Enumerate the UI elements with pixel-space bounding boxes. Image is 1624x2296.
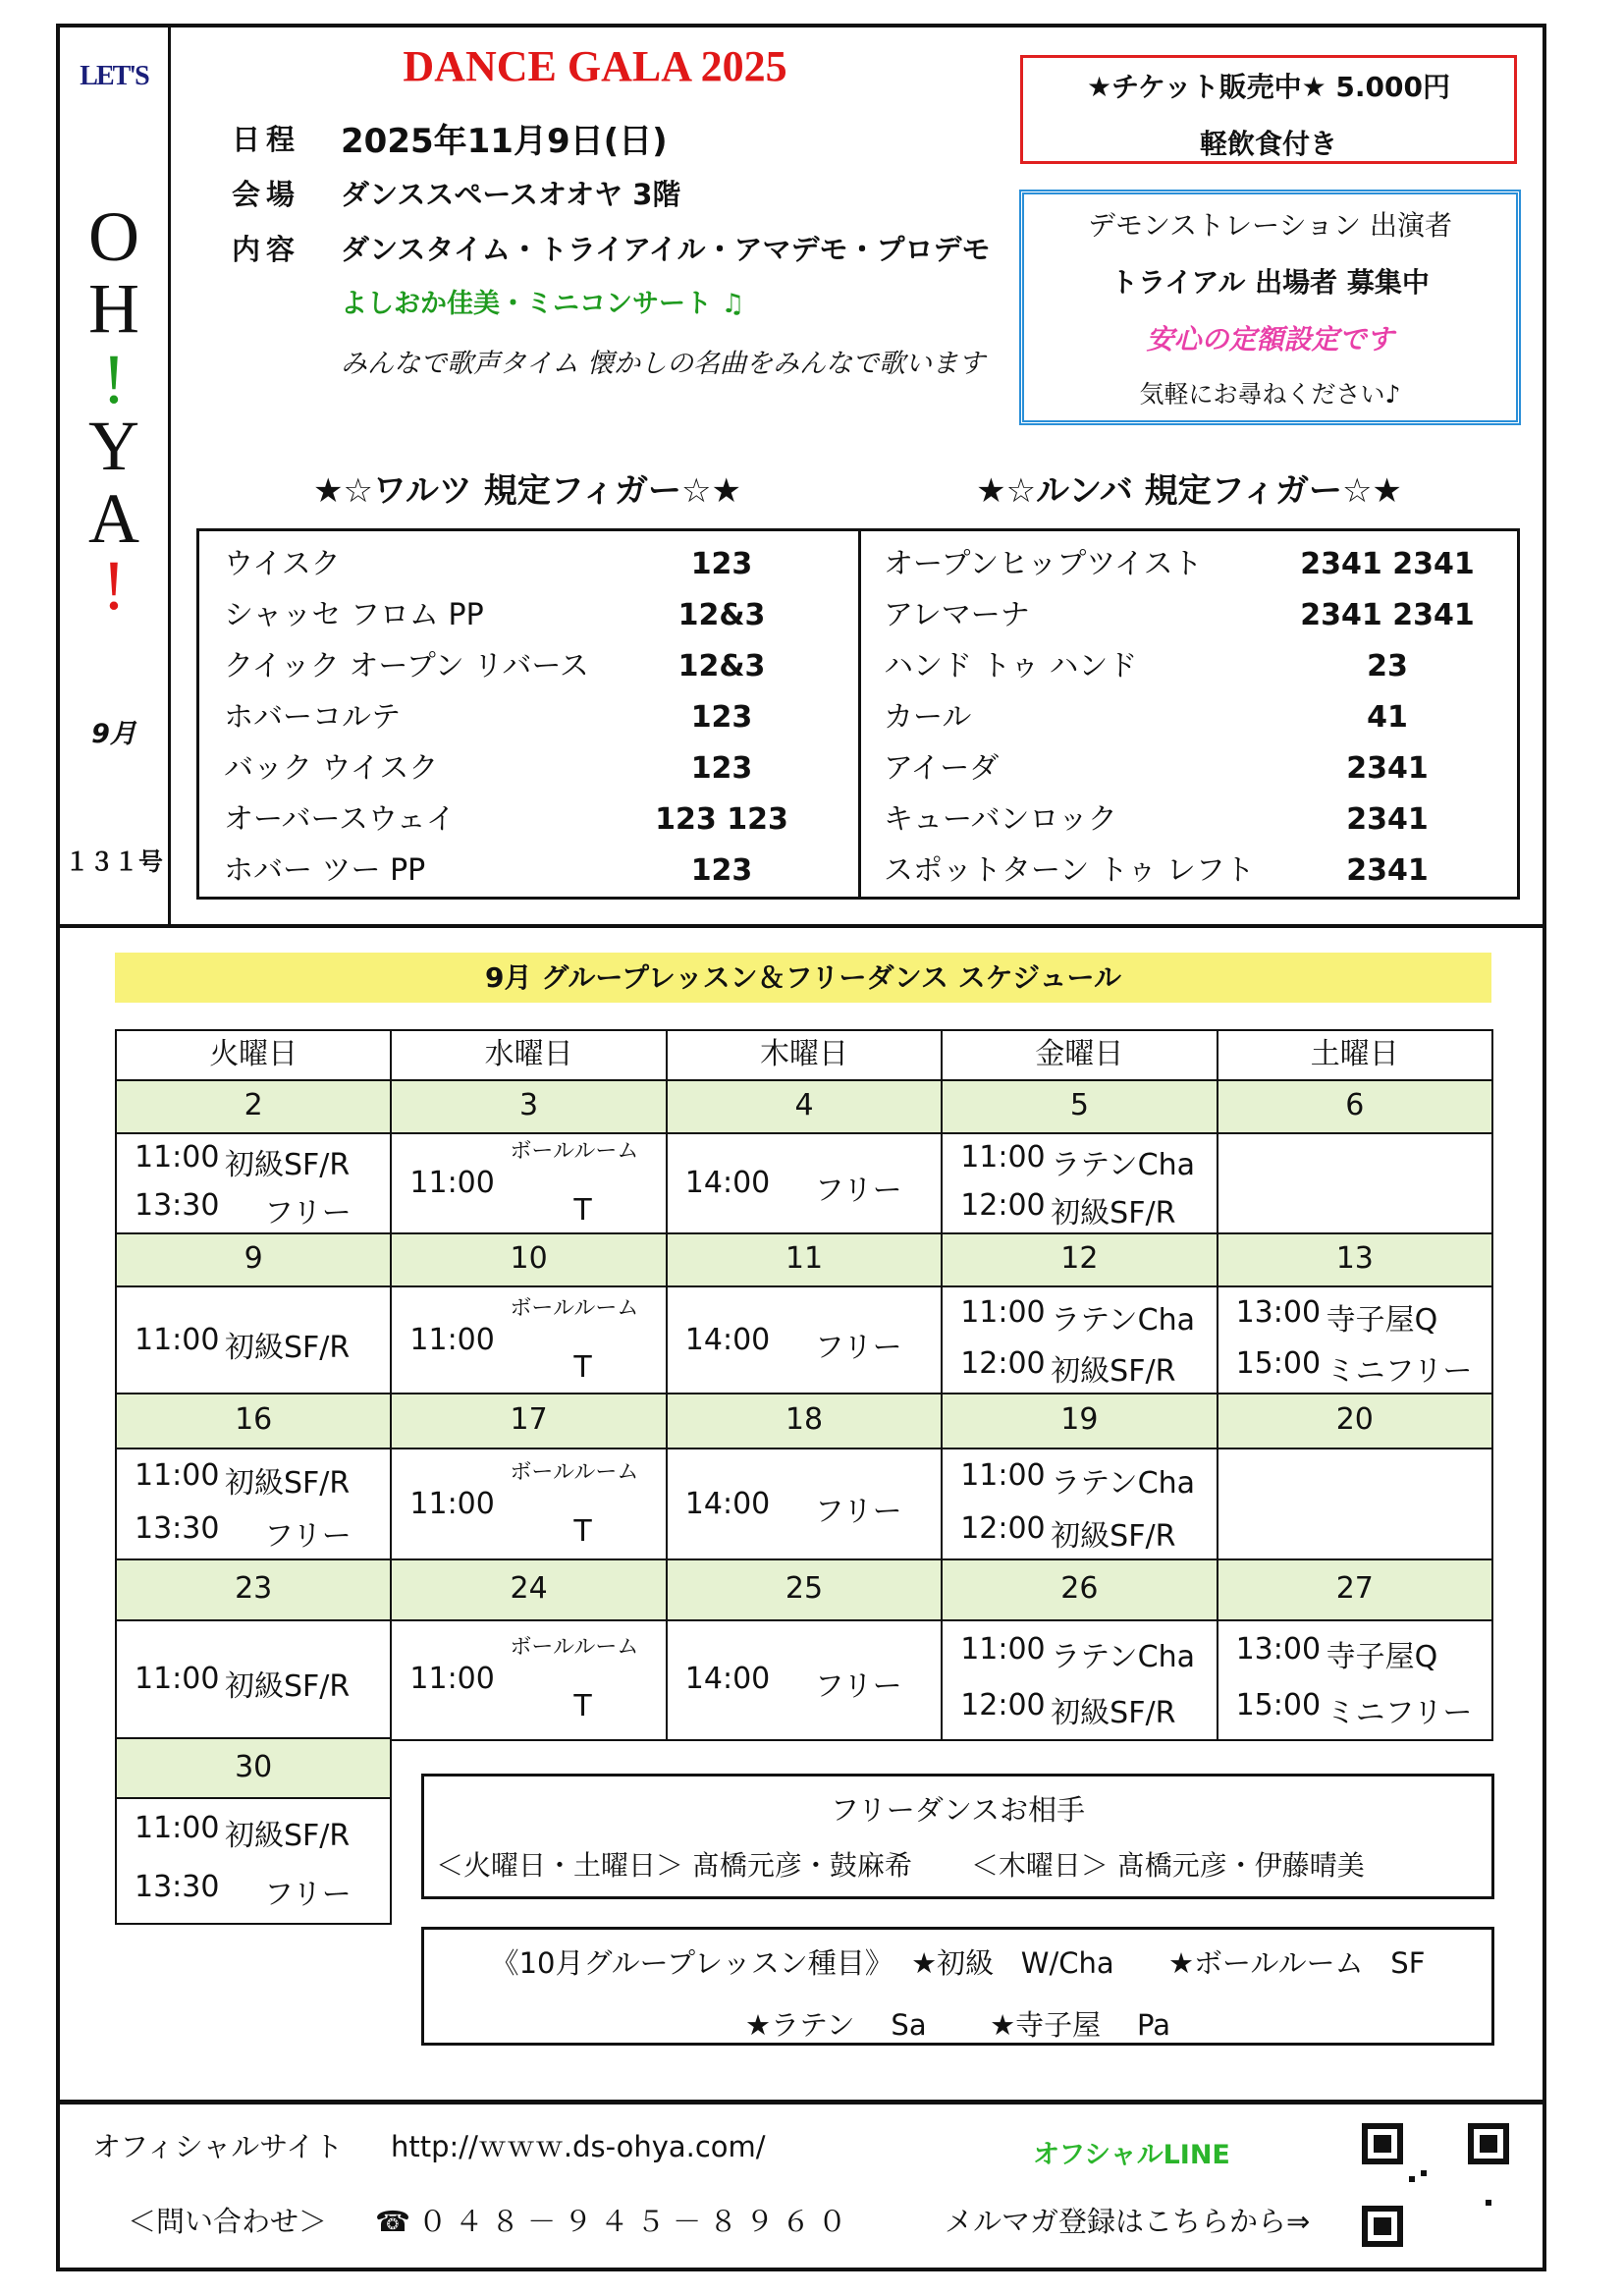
lesson-code: T [573, 1513, 592, 1549]
october-box [421, 1927, 1494, 2046]
date-cell: 13 [1217, 1232, 1493, 1287]
date-cell: 3 [390, 1079, 667, 1134]
rumba-heading: ★☆ルンバ 規定フィガー☆★ [976, 471, 1402, 511]
lesson-name: 初級SF/R [225, 1669, 351, 1704]
lets-label: LET'S [80, 61, 148, 91]
figure-count: 23 [1367, 649, 1408, 683]
figure-name: アレマーナ [884, 598, 1030, 632]
date-cell: 16 [115, 1393, 392, 1449]
issue-number: １３１号 [64, 847, 163, 876]
qr-code-image [1362, 2122, 1509, 2248]
concert-text: よしおか佳美・ミニコンサート ♫ [341, 289, 745, 319]
lesson-time: 14:00 [684, 1486, 771, 1521]
lesson-time: 12:00 [960, 1187, 1046, 1223]
ohya-letter: ! [102, 340, 126, 418]
lesson-name: 初級SF/R [1051, 1195, 1176, 1230]
figure-count: 12&3 [677, 649, 766, 683]
partners-tue-sat: ＜火曜日・土曜日＞ 髙橋元彦・鼓麻希 [436, 1849, 912, 1882]
figure-count: 12&3 [677, 598, 766, 632]
lesson-name: 初級SF/R [225, 1148, 351, 1182]
date-cell: 5 [941, 1079, 1218, 1134]
lesson-time: 11:00 [409, 1486, 495, 1521]
figure-count: 123 [690, 853, 753, 888]
lesson-time: 11:00 [960, 1294, 1046, 1330]
qr-code[interactable] [1362, 2122, 1509, 2248]
date-cell: 20 [1217, 1393, 1493, 1449]
lesson-name: ミニフリー [1326, 1695, 1473, 1730]
qr-module [1486, 2200, 1491, 2206]
lesson-name: 寺子屋Q [1326, 1639, 1438, 1674]
date-cell: 18 [666, 1393, 943, 1449]
figure-count: 2341 [1346, 802, 1429, 837]
lesson-name: 初級SF/R [1051, 1695, 1176, 1730]
date-cell: 24 [390, 1558, 667, 1621]
lesson-name: フリー [264, 1195, 352, 1230]
ohya-letter: H [88, 269, 139, 348]
site-label: オフィシャルサイト [92, 2130, 344, 2163]
october-line1: 《10月グループレッスン種目》 ★初級 W/Cha ★ボールルーム SF [490, 1946, 1426, 1980]
date-cell: 19 [941, 1393, 1218, 1449]
lesson-name: フリー [264, 1518, 352, 1554]
lesson-name: 寺子屋Q [1326, 1302, 1438, 1338]
schedule-cell [941, 1285, 1218, 1396]
demo-line1: デモンストレーション 出演者 [1088, 209, 1452, 242]
lesson-time: 15:00 [1235, 1345, 1322, 1381]
figure-count: 2341 2341 [1300, 547, 1475, 581]
lesson-name: 初級SF/R [225, 1819, 351, 1853]
figure-name: ホバーコルテ [224, 700, 401, 735]
sing-text: みんなで歌声タイム 懐かしの名曲をみんなで歌います [341, 349, 986, 379]
schedule-cell [115, 1132, 392, 1236]
lesson-name: ボールルーム [510, 1635, 639, 1660]
figure-name: キューバンロック [884, 802, 1117, 837]
schedule-cell [941, 1619, 1218, 1741]
lesson-code: T [573, 1193, 592, 1228]
schedule-cell [115, 1619, 392, 1741]
date-cell: 30 [115, 1737, 392, 1799]
line-label: オフシャルLINE [1033, 2140, 1230, 2170]
figure-count: 123 [690, 751, 753, 786]
lesson-name: フリー [814, 1330, 902, 1365]
schedule-cell [115, 1448, 392, 1562]
footer-divider [56, 2100, 1546, 2105]
lesson-name: 初級SF/R [225, 1330, 351, 1365]
lesson-name: ミニフリー [1326, 1353, 1473, 1389]
date-cell: 2 [115, 1079, 392, 1134]
date-cell: 26 [941, 1558, 1218, 1621]
date-cell: 17 [390, 1393, 667, 1449]
date-cell: 11 [666, 1232, 943, 1287]
lesson-name: フリー [814, 1174, 902, 1208]
lesson-time: 11:00 [409, 1662, 495, 1696]
lesson-name: ラテンCha [1051, 1465, 1196, 1501]
lesson-time: 13:00 [1235, 1631, 1322, 1667]
schedule-cell [115, 1285, 392, 1396]
figure-table-divider [858, 528, 861, 900]
ticket-price: ★チケット販売中★ 5.000円 [1087, 71, 1450, 103]
info-value: ダンススペースオオヤ 3階 [341, 178, 681, 211]
schedule-cell [1217, 1132, 1493, 1236]
lesson-name: 初級SF/R [1051, 1353, 1176, 1389]
contact-label: ＜問い合わせ＞ [128, 2205, 328, 2238]
lesson-name: ラテンCha [1051, 1302, 1196, 1338]
month-label: 9月 [91, 719, 136, 749]
info-value: ダンスタイム・トライアイル・アマデモ・プロデモ [341, 233, 991, 266]
date-cell: 27 [1217, 1558, 1493, 1621]
schedule-cell [390, 1285, 667, 1396]
lesson-time: 11:00 [135, 1457, 220, 1493]
lesson-name: ラテンCha [1051, 1639, 1196, 1674]
figure-name: バック ウイスク [224, 751, 439, 786]
figure-count: 123 [690, 700, 753, 735]
figure-name: オープンヒップツイスト [884, 547, 1203, 581]
lesson-time: 13:30 [135, 1187, 220, 1223]
lesson-time: 12:00 [960, 1687, 1046, 1722]
date-cell: 6 [1217, 1079, 1493, 1134]
partners-thu: ＜木曜日＞ 髙橋元彦・伊藤晴美 [970, 1849, 1365, 1882]
figure-name: シャッセ フロム PP [224, 598, 484, 632]
day-header: 水曜日 [390, 1029, 667, 1081]
lesson-time: 12:00 [960, 1510, 1046, 1546]
figure-name: クイック オープン リバース [224, 649, 589, 683]
date-cell: 25 [666, 1558, 943, 1621]
waltz-heading: ★☆ワルツ 規定フィガー☆★ [312, 471, 742, 511]
mail-signup: メルマガ登録はこちらから⇒ [945, 2205, 1311, 2238]
info-label: 日程 [232, 123, 301, 156]
lesson-code: T [573, 1689, 592, 1723]
lesson-time: 12:00 [960, 1345, 1046, 1381]
schedule-cell [115, 1797, 392, 1925]
figure-name: ウイスク [224, 547, 341, 581]
lesson-name: フリー [814, 1494, 902, 1529]
lesson-name: ボールルーム [510, 1139, 639, 1164]
date-cell: 9 [115, 1232, 392, 1287]
sidebar-divider [168, 24, 171, 925]
demo-line4: 気軽にお尋ねください♪ [1139, 380, 1401, 409]
demo-box [1019, 190, 1521, 425]
schedule-cell [666, 1285, 943, 1396]
lesson-name: ボールルーム [510, 1459, 639, 1485]
day-header: 木曜日 [666, 1029, 943, 1081]
day-header: 土曜日 [1217, 1029, 1493, 1081]
day-header: 火曜日 [115, 1029, 392, 1081]
date-cell: 4 [666, 1079, 943, 1134]
schedule-cell [941, 1132, 1218, 1236]
lesson-time: 13:30 [135, 1870, 220, 1905]
lesson-time: 14:00 [684, 1322, 771, 1357]
qr-module [1421, 2170, 1427, 2176]
figure-name: アイーダ [884, 751, 1000, 786]
ohya-letter: ! [102, 546, 126, 625]
october-line2: ★ラテン Sa ★寺子屋 Pa [745, 2008, 1170, 2042]
figure-count: 123 [690, 547, 753, 581]
lesson-time: 11:00 [960, 1140, 1046, 1175]
phone-number[interactable]: ☎０４８－９４５－８９６０ [375, 2205, 855, 2238]
info-value: 2025年11月9日(日) [341, 122, 668, 161]
lesson-time: 13:00 [1235, 1294, 1322, 1330]
lesson-time: 11:00 [960, 1457, 1046, 1493]
figure-name: カール [884, 700, 972, 735]
schedule-cell [1217, 1285, 1493, 1396]
schedule-cell [666, 1448, 943, 1562]
schedule-cell [390, 1619, 667, 1741]
lesson-time: 11:00 [135, 1662, 220, 1696]
lesson-time: 15:00 [1235, 1687, 1322, 1722]
figure-name: スポットターン トゥ レフト [884, 853, 1255, 888]
lesson-time: 11:00 [135, 1140, 220, 1175]
demo-line2: トライアル 出場者 募集中 [1110, 266, 1430, 299]
schedule-cell [666, 1619, 943, 1741]
day-header: 金曜日 [941, 1029, 1218, 1081]
date-cell: 23 [115, 1558, 392, 1621]
ohya-letter: O [88, 197, 139, 276]
figure-name: ホバー ツー PP [224, 853, 426, 888]
partners-title: フリーダンスお相手 [830, 1793, 1086, 1827]
ohya-letter: A [88, 479, 139, 558]
lesson-time: 11:00 [409, 1166, 495, 1200]
figure-count: 2341 2341 [1300, 598, 1475, 632]
lesson-time: 11:00 [135, 1811, 220, 1845]
partners-box [421, 1774, 1494, 1899]
ticket-box [1020, 55, 1517, 164]
schedule-cell [1217, 1448, 1493, 1562]
schedule-cell [390, 1132, 667, 1236]
schedule-cell [1217, 1619, 1493, 1741]
date-cell: 10 [390, 1232, 667, 1287]
event-title: DANCE GALA 2025 [403, 42, 787, 90]
lesson-time: 11:00 [135, 1322, 220, 1357]
section-divider [56, 924, 1546, 928]
demo-line3: 安心の定額設定です [1146, 323, 1394, 355]
figure-count: 2341 [1346, 853, 1429, 888]
schedule-cell [666, 1132, 943, 1236]
figure-count: 41 [1367, 700, 1408, 735]
schedule-banner: 9月 グループレッスン＆フリーダンス スケジュール [115, 953, 1491, 1003]
date-cell: 12 [941, 1232, 1218, 1287]
figure-count: 123 123 [655, 802, 788, 837]
lesson-name: フリー [814, 1669, 902, 1704]
lesson-time: 14:00 [684, 1166, 771, 1200]
schedule-cell [941, 1448, 1218, 1562]
info-label: 内容 [232, 233, 301, 266]
lesson-name: ボールルーム [510, 1295, 639, 1321]
figure-count: 2341 [1346, 751, 1429, 786]
lesson-name: 初級SF/R [1051, 1518, 1176, 1554]
lesson-time: 14:00 [684, 1662, 771, 1696]
site-url[interactable]: http://ｗｗｗ.ds-ohya.com/ [391, 2130, 766, 2163]
figure-name: オーバースウェイ [224, 802, 456, 837]
qr-module [1409, 2176, 1415, 2182]
ticket-note: 軽飲食付き [1199, 128, 1337, 160]
info-label: 会場 [232, 178, 301, 211]
lesson-time: 11:00 [409, 1322, 495, 1357]
lesson-name: ラテンCha [1051, 1148, 1196, 1182]
ohya-letter: Y [88, 407, 139, 485]
lesson-name: 初級SF/R [225, 1465, 351, 1501]
lesson-time: 11:00 [960, 1631, 1046, 1667]
figure-name: ハンド トゥ ハンド [884, 649, 1138, 683]
schedule-cell [390, 1448, 667, 1562]
lesson-time: 13:30 [135, 1510, 220, 1546]
lesson-code: T [573, 1349, 592, 1385]
lesson-name: フリー [264, 1878, 352, 1913]
